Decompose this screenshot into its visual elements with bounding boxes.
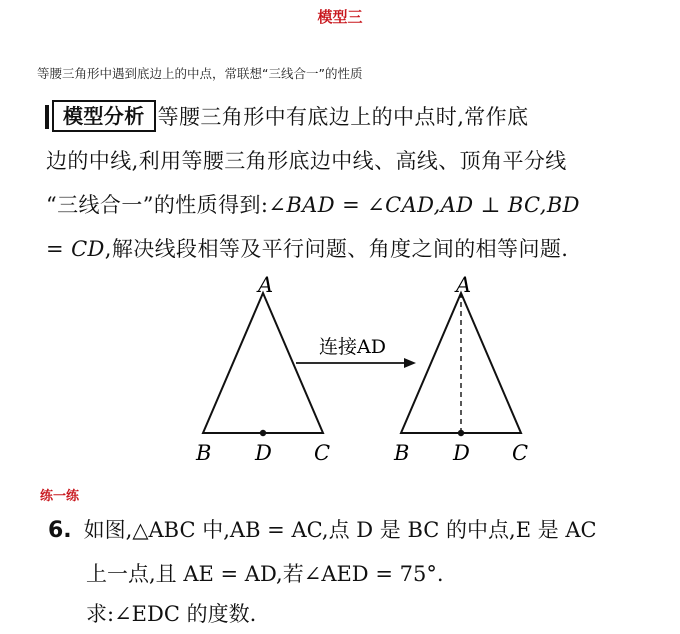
arrow-head-icon	[404, 358, 416, 368]
left-label-b: B	[196, 441, 212, 465]
practice-label: 练一练	[40, 489, 80, 504]
right-label-c: C	[512, 441, 529, 465]
right-label-a: A	[456, 273, 472, 297]
analysis-math-4: = CD	[46, 237, 105, 261]
right-label-d: D	[453, 441, 470, 465]
section-subtitle: 等腰三角形中遇到底边上的中点，常联想“三线合一”的性质	[37, 66, 363, 81]
analysis-line-4	[46, 228, 671, 270]
analysis-line-1	[45, 96, 670, 138]
midpoint-d-dot	[260, 430, 266, 436]
left-label-d: D	[255, 441, 272, 465]
question-line-1	[48, 518, 597, 543]
analysis-text-1: 等腰三角形中有底边上的中点时,常作底	[157, 105, 529, 129]
question-text-3: 求:∠EDC 的度数.	[86, 602, 257, 626]
question-number: 6.	[48, 518, 72, 543]
analysis-line-3	[46, 184, 671, 226]
arrow-label: 连接AD	[319, 336, 386, 358]
question-line-3	[86, 602, 256, 626]
analysis-math-3: ∠BAD = ∠CAD,AD ⊥ BC,BD	[268, 193, 580, 217]
section-marker-bar	[45, 105, 49, 129]
page-title: 模型三	[317, 8, 363, 26]
right-triangle	[393, 273, 528, 465]
question-line-2	[86, 562, 444, 586]
triangle-figure	[0, 272, 680, 472]
analysis-text-4: ,解决线段相等及平行问题、角度之间的相等问题.	[104, 237, 569, 261]
left-label-c: C	[314, 441, 331, 465]
analysis-text-2: 边的中线,利用等腰三角形底边中线、高线、顶角平分线	[46, 149, 567, 173]
transform-arrow	[296, 336, 416, 368]
right-label-b: B	[394, 441, 410, 465]
analysis-line-2	[46, 140, 671, 182]
left-label-a: A	[258, 273, 274, 297]
left-triangle	[195, 273, 330, 465]
analysis-text-3: “三线合一”的性质得到:	[46, 193, 269, 217]
question-text-2: 上一点,且 AE = AD,若∠AED = 75°.	[86, 562, 444, 586]
midpoint-d-dot-right	[458, 430, 464, 436]
model-analysis-box: 模型分析	[52, 100, 156, 132]
question-text-1: 如图,△ABC 中,AB = AC,点 D 是 BC 的中点,E 是 AC	[83, 518, 597, 542]
